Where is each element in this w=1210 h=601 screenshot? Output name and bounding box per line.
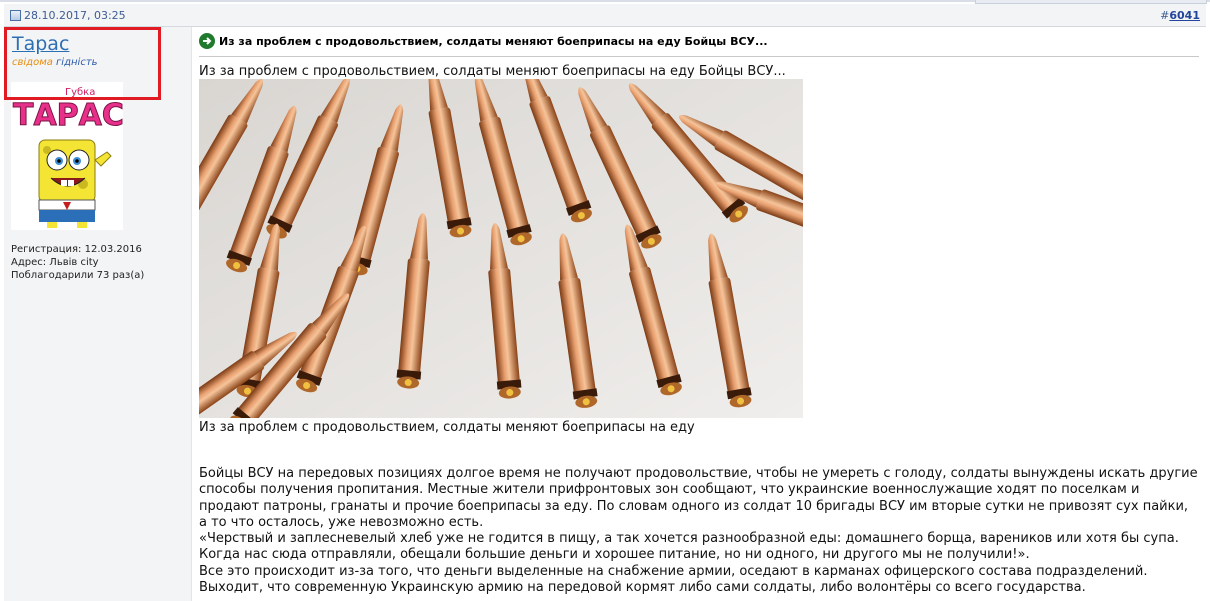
- avatar-name-text: ТАРАС: [13, 98, 123, 133]
- post-content-header: [199, 30, 1199, 57]
- post-body: [199, 466, 1199, 596]
- title-divider: [199, 56, 1199, 57]
- avatar-top-text: Губка: [65, 87, 96, 98]
- user-registration: Регистрация: 12.03.2016: [11, 244, 142, 255]
- body-paragraph: Бойцы ВСУ на передовых позициях долгое время не получают продовольствие, чтобы не умереть с голоду, солдаты вынуждены искать другие способы получения пропитания. Местные жители прифронтовых зон сообщают, что украинские военнослужащие ходят по поселкам и продают патроны, гранаты и прочие боеприпасы за еду. По словам одного из солдат 10 бригады ВСУ им вторые сутки не привозят сух пайки, а то что осталось, уже невозможно есть.: [199, 466, 1198, 530]
- body-paragraph: Выходит, что современную Украинскую армию на передовой кормят либо сами солдаты, либо волонтёры со всего государства.: [199, 580, 1086, 596]
- post-status-icon: [10, 10, 21, 21]
- bullets-photo[interactable]: [199, 79, 803, 418]
- user-title-part2: гідність: [52, 57, 98, 68]
- username-link[interactable]: Тарас: [12, 33, 70, 55]
- post-title: Из за проблем с продовольствием, солдаты меняют боеприпасы на еду Бойцы ВСУ...: [219, 34, 768, 48]
- user-info: [11, 243, 144, 282]
- post-number-link[interactable]: [1160, 9, 1200, 22]
- arrow-right-icon: [199, 33, 215, 49]
- user-thanked: Поблагодарили 73 раз(а): [11, 270, 145, 281]
- post-number[interactable]: 6041: [1169, 9, 1200, 22]
- user-avatar[interactable]: [11, 82, 123, 230]
- user-address: Адрес: Львів city: [11, 257, 99, 268]
- post-number-hash: #: [1160, 9, 1170, 22]
- user-title-part1: свідома: [12, 57, 53, 68]
- post-date: 28.10.2017, 03:25: [24, 9, 126, 22]
- post-header: [4, 4, 1206, 27]
- post-date-group: [10, 9, 126, 22]
- photo-caption: Из за проблем с продовольствием, солдаты меняют боеприпасы на еду: [199, 420, 695, 435]
- body-paragraph: Все это происходит из-за того, что деньги выделенные на снабжение армии, оседают в карманах офицерского состава подразделений.: [199, 563, 1148, 579]
- body-paragraph: «Черствый и заплесневелый хлеб уже не годится в пищу, а так хочется разнообразной еды: домашнего борща, вареников или хотя бы супа. Когда нас сюда отправляли, обещали большие деньги и хорошее питание, но ни одного, ни другого мы не получили!».: [199, 531, 1179, 563]
- post-title-row: [199, 30, 1199, 52]
- avatar-image: [11, 82, 123, 230]
- user-title: [12, 57, 98, 68]
- bullets-image: [199, 79, 803, 418]
- post-headline: Из за проблем с продовольствием, солдаты меняют боеприпасы на еду Бойцы ВСУ...: [199, 64, 786, 79]
